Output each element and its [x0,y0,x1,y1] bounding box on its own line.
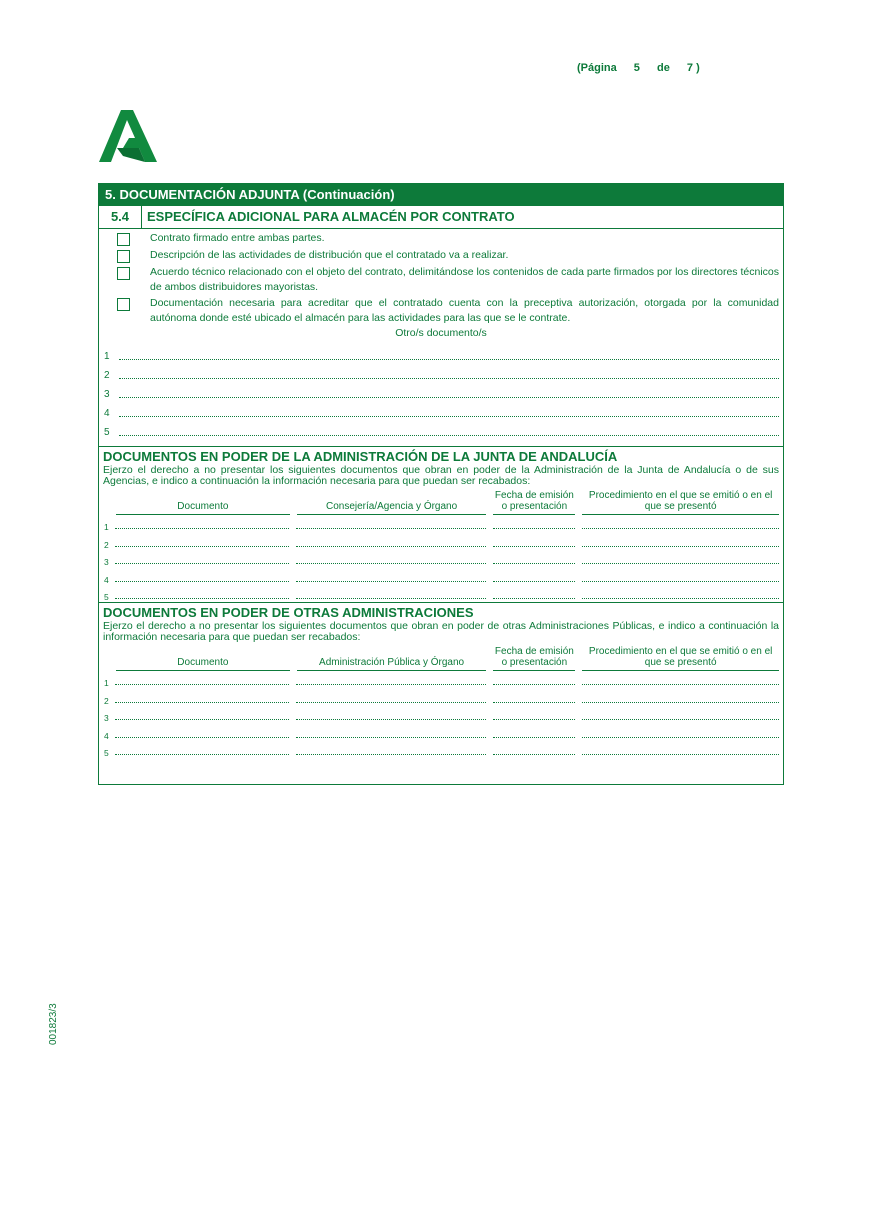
table-row[interactable] [99,723,783,740]
junta-columns [99,487,783,515]
other-document-line[interactable] [99,419,783,438]
page-number [577,62,714,74]
line-number: 2 [104,370,110,381]
line-number: 5 [104,427,110,438]
documentation-form [98,183,784,785]
checkbox[interactable] [117,298,130,311]
row-number: 4 [104,730,109,741]
checkbox[interactable] [117,250,130,263]
column-header: Fecha de emisión o presentación [493,645,575,671]
check-item [103,231,779,246]
column-header: Consejería/Agencia y Órgano [297,489,487,515]
junta-section-title: DOCUMENTOS EN PODER DE LA ADMINISTRACIÓN DE LA JUNTA DE ANDALUCÍA [99,446,783,465]
check-label: Acuerdo técnico relacionado con el objeto del contrato, delimitándose los contenidos de cada parte firmados por los directores técnicos de ambos distribuidores mayoristas. [150,266,779,293]
table-row[interactable] [99,550,783,567]
subsection-title: ESPECÍFICA ADICIONAL PARA ALMACÉN POR CONTRATO [147,209,515,224]
row-number: 2 [104,695,109,706]
check-label: Documentación necesaria para acreditar que el contratado cuenta con la preceptiva autorización, otorgada por la comunidad autónoma donde esté ubicado el almacén para las actividades para las que se le contrate. [150,297,779,324]
page-current: 5 [633,62,640,74]
checkbox[interactable] [117,233,130,246]
other-document-line[interactable] [99,343,783,362]
otras-section-text: Ejerzo el derecho a no presentar los siguientes documentos que obran en poder de otras Administraciones Públicas, e indico a continuación la información necesaria para que puedan ser recabados: [103,619,779,643]
form-code: 001823/3 [48,1003,59,1045]
line-number: 4 [104,408,110,419]
table-row[interactable] [99,532,783,549]
checkbox[interactable] [117,267,130,280]
row-number: 4 [104,574,109,585]
table-row[interactable] [99,585,783,602]
row-number: 5 [104,591,109,602]
page-total: 7 ) [686,62,700,74]
table-row[interactable] [99,741,783,758]
other-document-line[interactable] [99,400,783,419]
check-label: Contrato firmado entre ambas partes. [150,232,325,244]
check-item [103,296,779,325]
subsection-number: 5.4 [99,206,142,228]
row-number: 3 [104,557,109,568]
other-documents-title: Otro/s documento/s [395,327,487,339]
line-number: 1 [104,351,110,362]
row-number: 5 [104,747,109,758]
otras-section-title: DOCUMENTOS EN PODER DE OTRAS ADMINISTRACIONES [99,602,783,621]
check-label: Descripción de las actividades de distribución que el contratado va a realizar. [150,249,509,261]
column-header: Procedimiento en el que se emitió o en el que se presentó [582,489,779,515]
page-label: (Página [577,62,617,74]
subsection-header [99,206,783,229]
other-document-line[interactable] [99,362,783,381]
other-document-line[interactable] [99,381,783,400]
column-header: Documento [116,645,290,671]
row-number: 2 [104,539,109,550]
junta-andalucia-logo [99,108,159,164]
checklist [99,229,783,325]
section-title: 5. DOCUMENTACIÓN ADJUNTA (Continuación) [99,184,783,206]
table-row[interactable] [99,688,783,705]
row-number: 3 [104,713,109,724]
table-row[interactable] [99,706,783,723]
otras-columns [99,643,783,671]
column-header: Fecha de emisión o presentación [493,489,575,515]
page-of: de [656,62,670,74]
row-number: 1 [104,522,109,533]
check-item [103,265,779,294]
row-number: 1 [104,678,109,689]
column-header: Administración Pública y Órgano [297,645,487,671]
table-row[interactable] [99,671,783,688]
column-header: Documento [116,489,290,515]
table-row[interactable] [99,515,783,532]
table-row[interactable] [99,567,783,584]
junta-section-text: Ejerzo el derecho a no presentar los siguientes documentos que obran en poder de la Administración de la Junta de Andalucía o de sus Agencias, e indico a continuación la información necesaria para que puedan ser recabados: [103,464,779,487]
line-number: 3 [104,389,110,400]
check-item [103,248,779,263]
column-header: Procedimiento en el que se emitió o en el que se presentó [582,645,779,671]
